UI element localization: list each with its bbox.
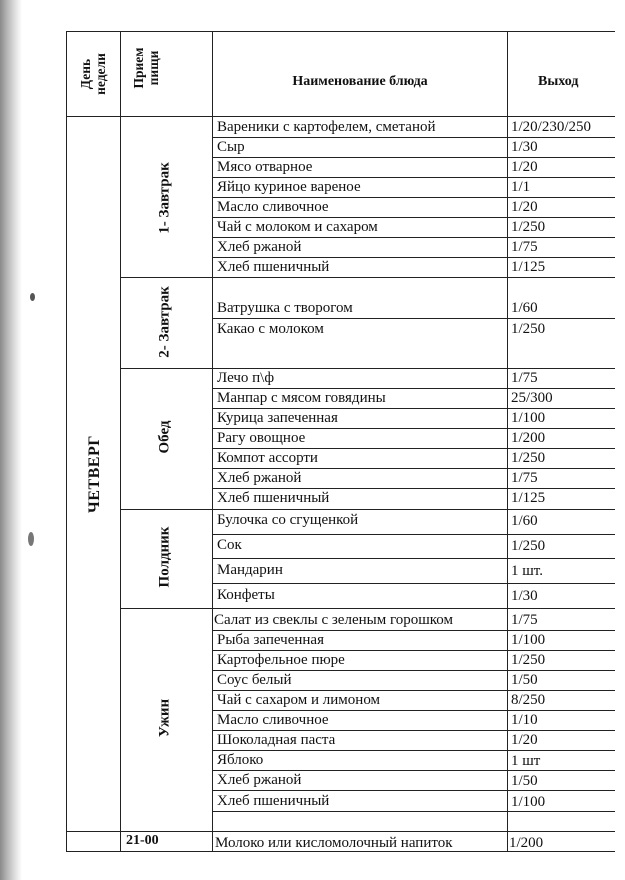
dish-cell: Хлеб ржаной bbox=[217, 239, 302, 255]
yield-cell: 1/20 bbox=[511, 732, 538, 748]
header-dish: Наименование блюда bbox=[292, 74, 428, 89]
yield-cell: 1/60 bbox=[511, 513, 538, 529]
yield-cell: 1/75 bbox=[511, 612, 538, 628]
yield-cell: 1/100 bbox=[511, 632, 546, 648]
yield-cell: 1/250 bbox=[511, 219, 546, 235]
meal-label-lunch: Обед bbox=[156, 420, 173, 454]
table-left-border bbox=[66, 31, 67, 852]
row-line bbox=[212, 750, 615, 751]
dish-cell: Хлеб ржаной bbox=[217, 772, 302, 788]
yield-cell: 1/1 bbox=[511, 179, 531, 195]
day-label: ЧЕТВЕРГ bbox=[86, 435, 103, 513]
row-line bbox=[212, 318, 615, 319]
dish-cell: Яблоко bbox=[217, 752, 264, 768]
dish-cell: Молоко или кисломолочный напиток bbox=[215, 835, 453, 851]
yield-cell: 25/300 bbox=[511, 390, 553, 406]
dish-cell: Яйцо куриное вареное bbox=[217, 179, 361, 195]
yield-column-divider bbox=[507, 31, 508, 852]
dish-cell: Рыба запеченная bbox=[217, 632, 324, 648]
meal-label-snack: Полдник bbox=[156, 526, 173, 588]
yield-cell: 1/100 bbox=[511, 794, 546, 810]
dish-cell: Мандарин bbox=[217, 562, 283, 578]
dish-cell: Лечо п\ф bbox=[217, 370, 275, 386]
yield-cell: 1 шт bbox=[511, 753, 541, 769]
header-meal bbox=[131, 48, 161, 89]
row-line bbox=[212, 583, 615, 584]
meal-divider bbox=[120, 277, 615, 278]
dish-cell: Компот ассорти bbox=[217, 450, 318, 466]
yield-cell: 1/125 bbox=[511, 490, 546, 506]
dish-cell: Вареники с картофелем, сметаной bbox=[217, 119, 436, 135]
day-column-divider bbox=[120, 31, 121, 852]
dish-cell: Мясо отварное bbox=[217, 159, 313, 175]
yield-cell: 1/60 bbox=[511, 300, 538, 316]
yield-cell: 1/50 bbox=[511, 672, 538, 688]
yield-cell: 1/75 bbox=[511, 239, 538, 255]
row-line bbox=[212, 137, 615, 138]
dish-cell: Хлеб пшеничный bbox=[217, 490, 330, 506]
yield-cell: 1/100 bbox=[511, 410, 546, 426]
yield-cell: 1/30 bbox=[511, 139, 538, 155]
dish-cell: Хлеб пшеничный bbox=[217, 793, 330, 809]
header-day bbox=[78, 53, 108, 95]
header-meal-line1: Прием bbox=[131, 47, 146, 89]
table-top-border bbox=[66, 31, 615, 32]
yield-cell: 1/75 bbox=[511, 370, 538, 386]
yield-cell: 1/20 bbox=[511, 199, 538, 215]
dish-cell: Манпар с мясом говядины bbox=[217, 390, 386, 406]
dish-cell: Чай с сахаром и лимоном bbox=[217, 692, 381, 708]
meal-divider bbox=[120, 509, 615, 510]
dish-cell: Шоколадная паста bbox=[217, 732, 336, 748]
dish-cell: Рагу овощное bbox=[217, 430, 306, 446]
yield-cell: 1/10 bbox=[511, 712, 538, 728]
row-line bbox=[212, 811, 615, 812]
meal-label-evening: 21-00 bbox=[126, 833, 159, 848]
yield-cell: 1/75 bbox=[511, 470, 538, 486]
dish-cell: Соус белый bbox=[217, 672, 292, 688]
dish-cell: Картофельное пюре bbox=[217, 652, 345, 668]
meal-divider bbox=[120, 608, 615, 609]
dish-cell: Булочка со сгущенкой bbox=[217, 512, 359, 528]
yield-cell: 1/50 bbox=[511, 773, 538, 789]
header-meal-line2: пищи bbox=[146, 50, 161, 86]
dish-cell: Ватрушка с творогом bbox=[217, 300, 353, 316]
yield-cell: 1/200 bbox=[511, 430, 546, 446]
yield-cell: 1/20/230/250 bbox=[511, 119, 592, 135]
header-yield: Выход bbox=[538, 74, 579, 89]
yield-cell: 1/20 bbox=[511, 159, 538, 175]
yield-cell: 8/250 bbox=[511, 692, 546, 708]
dish-cell: Курица запеченная bbox=[217, 410, 338, 426]
meal-label-breakfast-2: 2- Завтрак bbox=[156, 286, 173, 358]
row-line bbox=[212, 534, 615, 535]
row-line bbox=[212, 790, 615, 791]
header-bottom-border bbox=[66, 116, 615, 117]
meal-column-divider bbox=[212, 31, 213, 852]
yield-cell: 1/250 bbox=[511, 652, 546, 668]
header-day-line2: недели bbox=[93, 53, 108, 95]
dish-cell: Хлеб пшеничный bbox=[217, 259, 330, 275]
dish-cell: Хлеб ржаной bbox=[217, 470, 302, 486]
yield-cell: 1/250 bbox=[511, 321, 546, 337]
meal-label-dinner: Ужин bbox=[156, 698, 173, 738]
dish-cell: Чай с молоком и сахаром bbox=[217, 219, 378, 235]
row-line bbox=[212, 558, 615, 559]
evening-divider bbox=[66, 831, 615, 832]
dish-cell: Масло сливочное bbox=[217, 199, 329, 215]
meal-divider bbox=[120, 368, 615, 369]
dish-cell: Какао с молоком bbox=[217, 321, 324, 337]
yield-cell: 1/200 bbox=[509, 835, 544, 851]
dish-cell: Сок bbox=[217, 537, 242, 553]
dish-cell: Сыр bbox=[217, 139, 245, 155]
yield-cell: 1/250 bbox=[511, 450, 546, 466]
dish-cell: Масло сливочное bbox=[217, 712, 329, 728]
yield-cell: 1/250 bbox=[511, 538, 546, 554]
dish-cell: Конфеты bbox=[217, 587, 275, 603]
dish-cell: Салат из свеклы с зеленым горошком bbox=[214, 612, 454, 628]
yield-cell: 1 шт. bbox=[511, 563, 543, 579]
header-day-line1: День bbox=[78, 58, 93, 90]
yield-cell: 1/125 bbox=[511, 259, 546, 275]
yield-cell: 1/30 bbox=[511, 588, 538, 604]
meal-label-breakfast-1: 1- Завтрак bbox=[156, 162, 173, 234]
